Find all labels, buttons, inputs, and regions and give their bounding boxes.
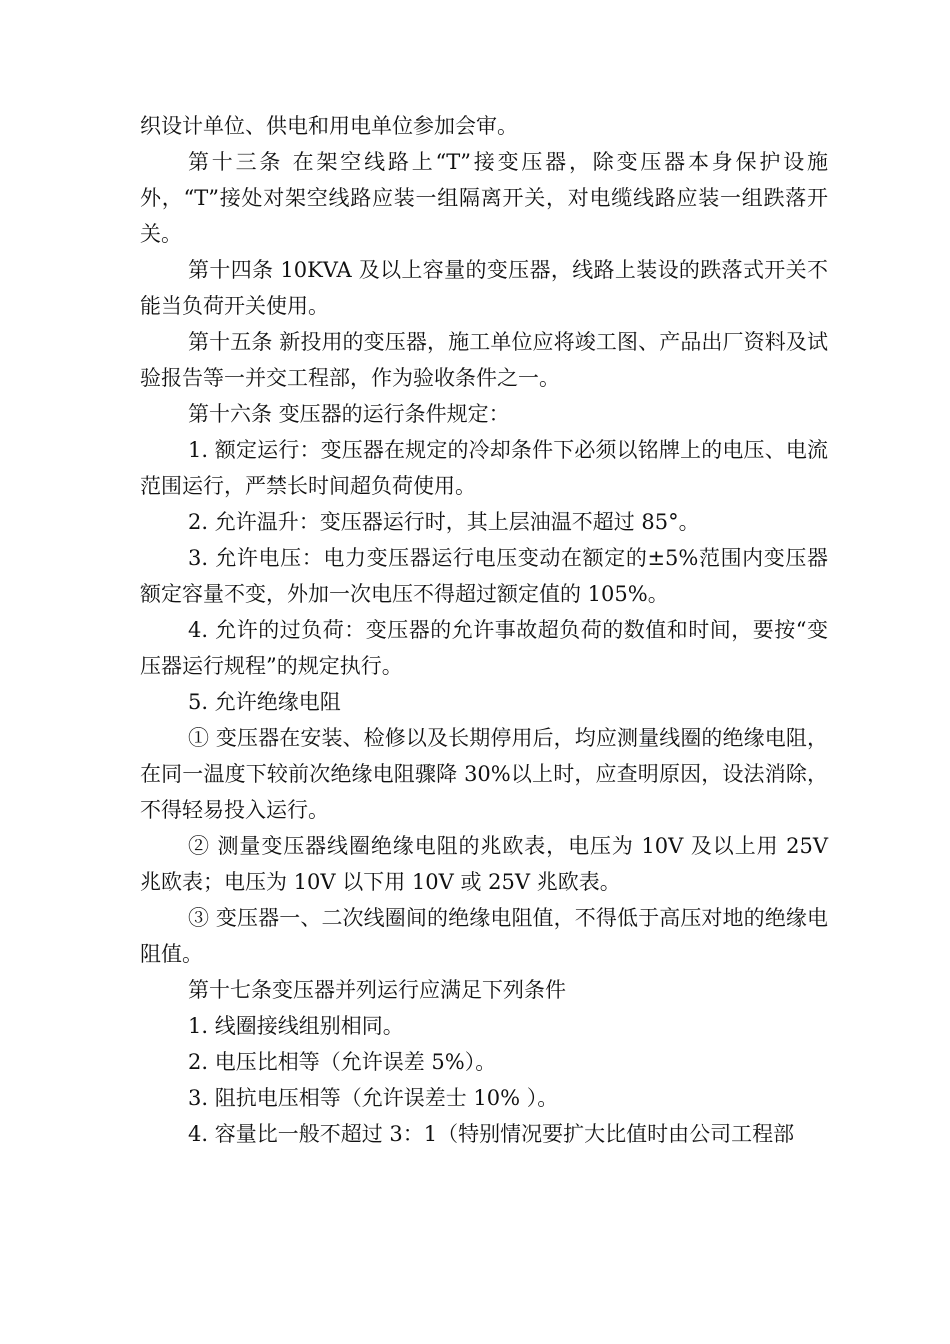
document-body xyxy=(140,108,828,1152)
paragraph-article-14: 第十四条 10KVA 及以上容量的变压器，线路上装设的跌落式开关不能当负荷开关使用。 xyxy=(140,258,828,318)
paragraph-article-13: 第十三条 在架空线路上“T”接变压器，除变压器本身保护设施外，“T”接处对架空线路应装一组隔离开关，对电缆线路应装一组跌落开关。 xyxy=(140,150,828,246)
list-item-rated-operation: 1. 额定运行：变压器在规定的冷却条件下必须以铭牌上的电压、电流范围运行，严禁长时间超负荷使用。 xyxy=(140,438,828,498)
list-item-impedance-voltage: 3. 阻抗电压相等（允许误差士 10% ）。 xyxy=(188,1086,559,1110)
list-item-allowed-voltage: 3. 允许电压：电力变压器运行电压变动在额定的±5%范围内变压器额定容量不变，外加一次电压不得超过额定值的 105%。 xyxy=(140,546,828,606)
list-item-insulation-resistance: 5. 允许绝缘电阻 xyxy=(188,690,341,714)
paragraph-article-16: 第十六条 变压器的运行条件规定： xyxy=(188,402,510,426)
paragraph-article-17: 第十七条变压器并列运行应满足下列条件 xyxy=(188,978,566,1002)
list-item-winding-group: 1. 线圈接线组别相同。 xyxy=(188,1014,404,1038)
list-item-voltage-ratio: 2. 电压比相等（允许误差 5%）。 xyxy=(188,1050,497,1074)
list-item-capacity-ratio: 4. 容量比一般不超过 3：1（特别情况要扩大比值时由公司工程部 xyxy=(188,1122,795,1146)
sub-item-1: ① 变压器在安装、检修以及长期停用后，均应测量线圈的绝缘电阻，在同一温度下较前次绝缘电阻骤降 30%以上时，应查明原因，设法消除，不得轻易投入运行。 xyxy=(140,726,828,822)
paragraph-article-15: 第十五条 新投用的变压器，施工单位应将竣工图、产品出厂资料及试验报告等一并交工程部，作为验收条件之一。 xyxy=(140,330,828,390)
sub-item-2: ② 测量变压器线圈绝缘电阻的兆欧表，电压为 10V 及以上用 25V 兆欧表；电压为 10V 以下用 10V 或 25V 兆欧表。 xyxy=(140,834,828,894)
sub-item-3: ③ 变压器一、二次线圈间的绝缘电阻值，不得低于高压对地的绝缘电阻值。 xyxy=(140,906,828,966)
list-item-overload: 4. 允许的过负荷：变压器的允许事故超负荷的数值和时间，要按“变压器运行规程”的规定执行。 xyxy=(140,618,828,678)
list-item-temperature-rise: 2. 允许温升：变压器运行时，其上层油温不超过 85°。 xyxy=(188,510,700,534)
paragraph-continuation: 织设计单位、供电和用电单位参加会审。 xyxy=(140,114,518,138)
